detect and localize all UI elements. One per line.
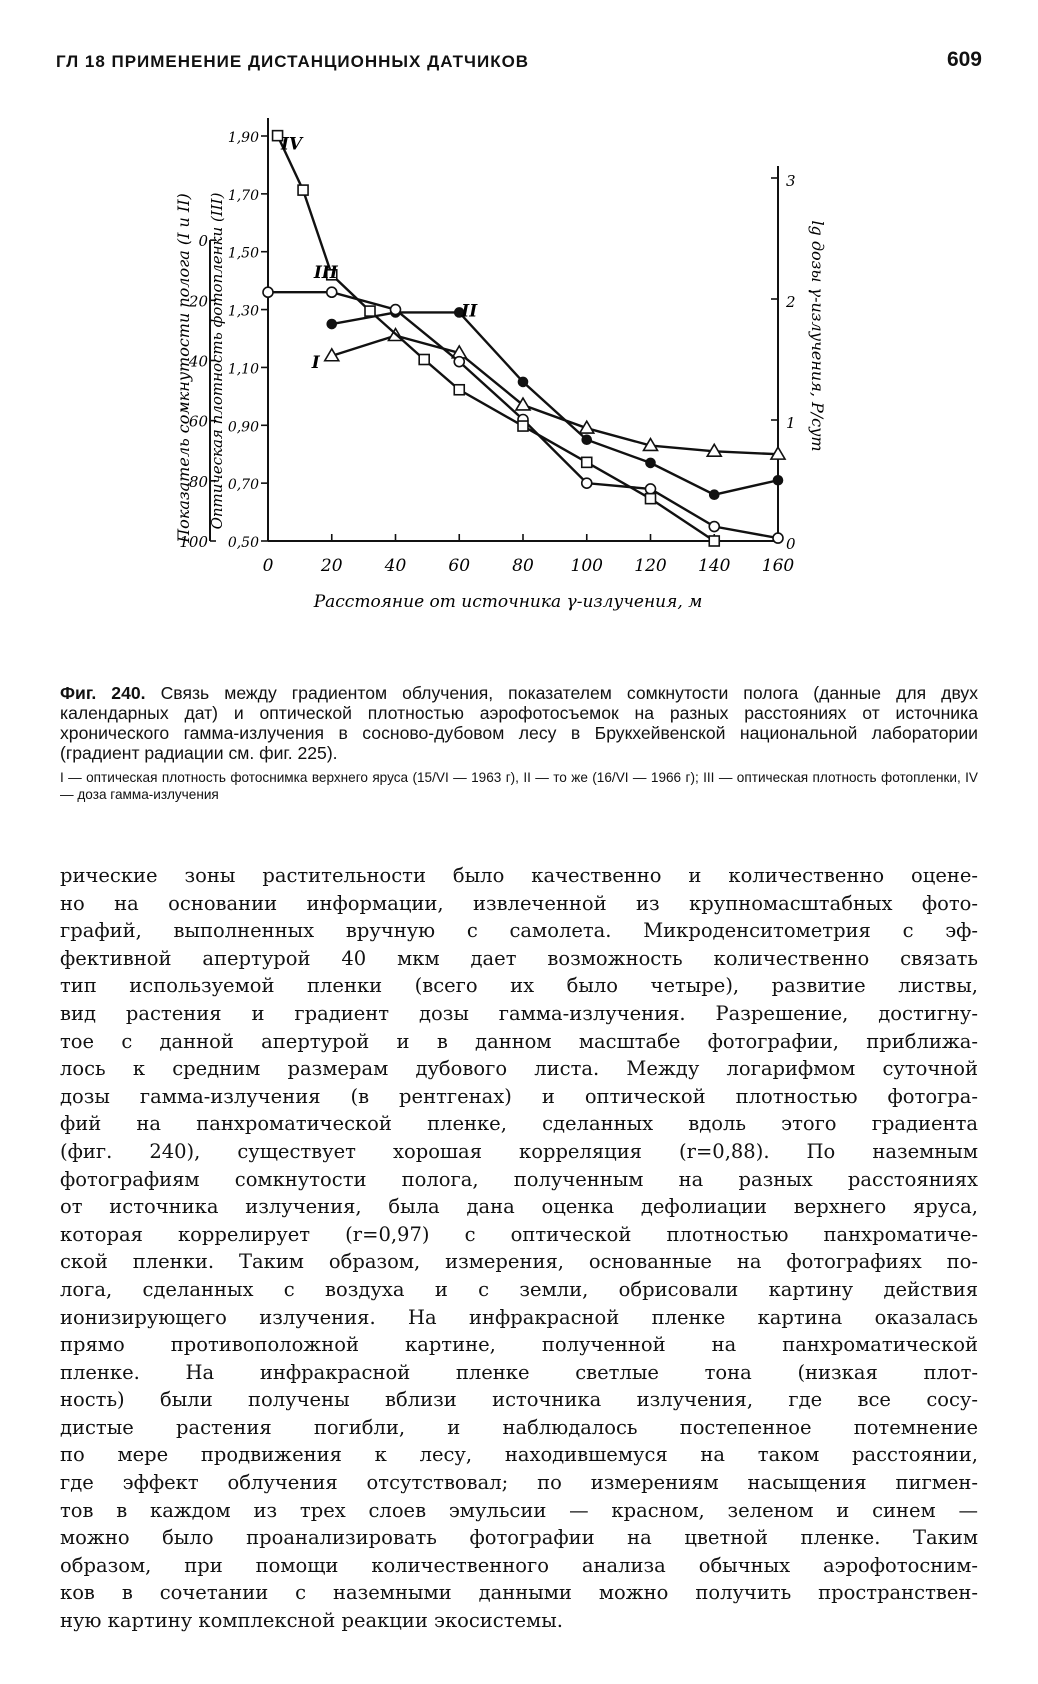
page-number: 609	[946, 48, 982, 71]
left-outer-tick-label: 0	[198, 232, 208, 251]
text-line: от источника излучения, была дана оценка дефолиации верхнего яруса,	[60, 1195, 978, 1219]
left-outer-tick-label: 40	[188, 352, 208, 371]
text-line: вид растения и градиент дозы гамма-излучения. Разрешение, достигну-	[60, 1001, 978, 1025]
open-circle-marker	[327, 287, 337, 297]
text-line: лога, сделанных с воздуха и с земли, обрисовали картину действия	[60, 1277, 978, 1301]
open-circle-marker	[391, 305, 401, 315]
square-marker	[454, 385, 464, 395]
square-marker	[582, 457, 592, 467]
filled-circle-marker	[327, 320, 336, 329]
text-line: которая коррелирует (r=0,97) с оптической плотностью панхроматиче-	[60, 1222, 978, 1246]
left-inner-tick-label: 1,10	[227, 361, 259, 378]
open-circle-marker	[646, 484, 656, 494]
series-label-I: I	[311, 352, 320, 373]
left-outer-axis-title: Показатель сомкнутости полога (I и II)	[174, 193, 193, 543]
text-line: тип используемой пленки (всего их было четыре), развитие листвы,	[60, 974, 978, 998]
text-line: фий на панхроматической пленке, сделанных вдоль этого градиента	[60, 1112, 978, 1136]
right-tick-label: 3	[786, 172, 796, 190]
text-line: дистые растения погибли, и наблюдалось постепенное потемнение	[60, 1415, 978, 1439]
text-line: ионизирующего излучения. На инфракрасной пленке картина оказалась	[60, 1305, 978, 1329]
chapter-title: ГЛ 18 ПРИМЕНЕНИЕ ДИСТАНЦИОННЫХ ДАТЧИКОВ	[56, 52, 530, 71]
right-tick-label: 2	[786, 293, 796, 311]
x-tick-label: 20	[320, 556, 343, 576]
series-label-III: III	[313, 263, 338, 284]
x-tick-label: 80	[512, 556, 534, 576]
filled-circle-marker	[774, 476, 783, 485]
text-line: по мере продвижения к лесу, находившемуся на таком расстоянии,	[60, 1443, 978, 1467]
left-inner-tick-label: 0,90	[227, 419, 259, 436]
text-line: пленке. На инфракрасной пленке светлые тона (низкая плот-	[60, 1360, 978, 1384]
right-tick-label: 0	[786, 535, 796, 553]
caption-legend: I — оптическая плотность фотоснимка верхнего яруса (15/VI — 1963 г), II — то же (16/VI — 1966 г); III — оптическая плотность фотопленки, IV — доза гамма-излучения	[60, 770, 978, 802]
x-axis-title: Расстояние от источника γ-излучения, м	[313, 592, 703, 612]
filled-circle-marker	[646, 458, 655, 467]
series-label-IV: IV	[280, 134, 303, 155]
chart-axes	[210, 118, 778, 541]
open-circle-marker	[582, 478, 592, 488]
x-tick-label: 0	[262, 556, 274, 576]
square-marker	[518, 421, 528, 431]
open-circle-marker	[263, 287, 273, 297]
left-inner-tick-label: 1,90	[227, 130, 259, 146]
x-tick-label: 60	[448, 556, 471, 576]
text-line: образом, при помощи количественного анализа обычных аэрофотосним-	[60, 1553, 978, 1577]
body-text	[60, 862, 978, 1635]
filled-circle-marker	[582, 435, 591, 444]
caption-main	[60, 683, 978, 763]
x-tick-label: 140	[698, 556, 731, 576]
figure-caption	[60, 683, 978, 803]
series-line-I	[332, 336, 778, 455]
left-outer-tick-label: 20	[188, 292, 208, 311]
text-line: дозы гамма-излучения (в рентгенах) и оптической плотностью фотогра-	[60, 1084, 978, 1108]
x-tick-label: 160	[761, 556, 795, 576]
left-inner-tick-label: 1,50	[227, 245, 259, 262]
text-line: рические зоны растительности было качественно и количественно оцене-	[60, 864, 978, 887]
line-chart	[174, 104, 880, 664]
square-marker	[298, 185, 308, 195]
text-line: ской пленки. Таким образом, измерения, основанные на фотографиях по-	[60, 1250, 978, 1274]
x-tick-label: 120	[634, 556, 667, 576]
left-outer-tick-label: 80	[188, 472, 208, 491]
text-line: графий, выполненных вручную с самолета. Микроденситометрия с эф-	[60, 919, 978, 943]
series-label-II: II	[461, 301, 478, 322]
text-line: ность) были получены вблизи источника излучения, где все сосу-	[60, 1388, 978, 1412]
square-marker	[365, 306, 375, 316]
square-marker	[646, 494, 656, 504]
text-line: лось к средним размерам дубового листа. Между логарифмом суточной	[60, 1057, 978, 1081]
open-circle-marker	[773, 533, 783, 543]
figure-240	[174, 104, 880, 664]
left-outer-tick-label: 60	[188, 412, 208, 431]
text-line: тое с данной апертурой и в данном масштабе фотографии, приближа-	[60, 1029, 978, 1053]
left-inner-tick-label: 1,70	[227, 187, 259, 204]
text-line: ков в сочетании с наземными данными можно получить пространствен-	[60, 1581, 978, 1605]
filled-circle-marker	[710, 490, 719, 499]
text-line: (фиг. 240), существует хорошая корреляция (r=0,88). По наземным	[60, 1139, 978, 1163]
x-tick-label: 100	[570, 556, 603, 576]
left-inner-tick-label: 0,70	[227, 477, 259, 494]
left-inner-axis-title: Оптическая плотность фотопленки (III)	[208, 192, 226, 530]
caption-number: Фиг. 240.	[60, 683, 146, 703]
chart-series	[263, 131, 785, 546]
right-axis-title: lg дозы γ-излучения, Р/сут	[808, 220, 827, 452]
left-inner-tick-label: 0,50	[227, 535, 259, 551]
text-line: фективной апертурой 40 мкм дает возможность количественно связать	[60, 946, 978, 970]
caption-text: Связь между градиентом облучения, показателем сомкнутости полога (данные для двух календарных дат) и оптической плотностью аэрофотосъемок на разных расстояниях от источника хронического гамма-излучения в сосново-дубовом лесу в Брукхейвенской национальной лаборатории (градиент радиации см. фиг. 225).	[60, 683, 979, 763]
series-line-IV	[278, 136, 715, 541]
text-line: но на основании информации, извлеченной из крупномасштабных фото-	[60, 891, 978, 915]
open-circle-marker	[709, 522, 719, 532]
text-line: где эффект облучения отсутствовал; по измерениям насыщения пигмен-	[60, 1471, 978, 1495]
running-head	[56, 46, 982, 78]
text-line: фотографиям сомкнутости полога, полученным на разных расстояниях	[60, 1167, 978, 1191]
left-outer-tick-label: 100	[179, 533, 208, 551]
open-circle-marker	[454, 357, 464, 367]
text-line: тов в каждом из трех слоев эмульсии — красном, зеленом и синем —	[60, 1498, 978, 1522]
square-marker	[419, 355, 429, 365]
filled-circle-marker	[519, 377, 528, 386]
right-tick-label: 1	[786, 414, 796, 432]
text-line: прямо противоположной картине, полученной на панхроматической	[60, 1333, 978, 1357]
left-inner-tick-label: 1,30	[227, 303, 259, 320]
chart-labels	[174, 130, 827, 612]
text-line: ную картину комплексной реакции экосистемы.	[60, 1609, 563, 1633]
x-tick-label: 40	[384, 556, 407, 576]
square-marker	[709, 536, 719, 546]
text-line: можно было проанализировать фотографии на цветной пленке. Таким	[60, 1526, 978, 1550]
